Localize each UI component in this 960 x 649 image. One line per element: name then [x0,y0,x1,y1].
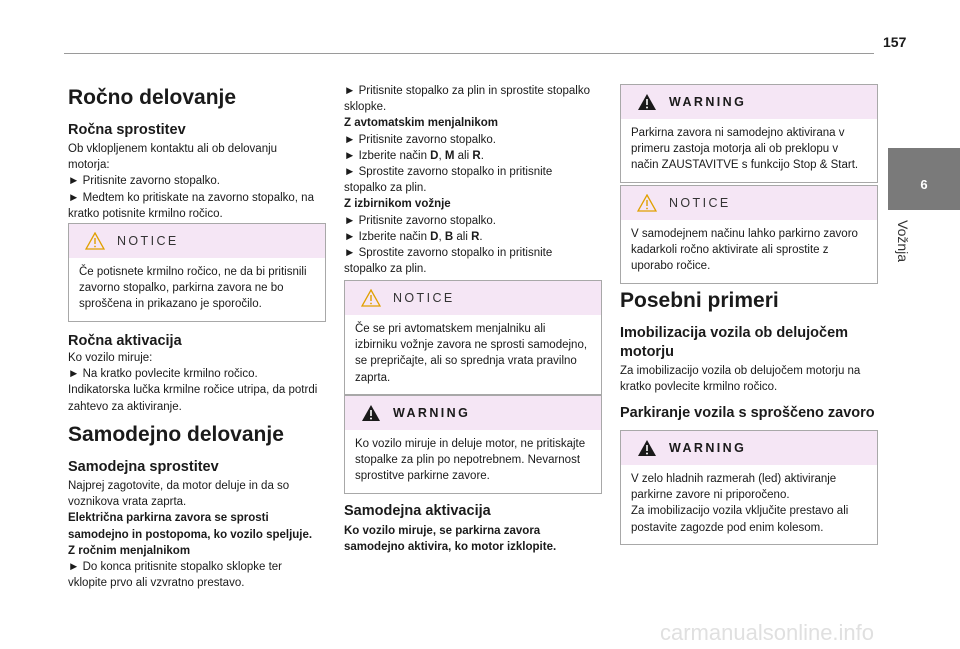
warning-triangle-icon [637,93,657,111]
warning-label: WARNING [669,95,747,109]
manual-release-text: Ob vklopljenem kontaktu ali ob delovanju motorja: ► Pritisnite zavorno stopalko. ► Medtem ko pritiskate na zavorno stopalko, na kratko potisnite krmilno ročico. [68,143,314,220]
section-heading-manual: Ročno delovanje [68,86,237,109]
caution-triangle-icon [637,194,657,212]
caution-triangle-icon [361,289,381,307]
warning-header [621,431,877,465]
watermark: carmanualsonline.info [660,620,875,645]
warning-label: WARNING [393,406,471,420]
subheading-manual-activation: Ročna aktivacija [68,333,182,349]
warning-text: V zelo hladnih razmerah (led) aktiviranje parkirne zavore ni priporočeno. Za imobilizacijo vozila vključite prestavo ali postavite zagozde pod enim kolesom. [631,473,849,534]
warning-box [620,430,878,545]
warning-header [345,396,601,430]
notice-header [621,186,877,220]
warning-box [620,84,878,183]
immobilization-text: Za imobilizacijo vozila ob delujočem motorju na kratko povlecite krmilno ročico. [620,365,861,394]
notice-box [68,223,326,322]
notice-box [344,280,602,395]
notice-label: NOTICE [117,234,179,248]
auto-release-text: Najprej zagotovite, da motor deluje in da so voznikova vrata zaprta. Električna parkirna zavora se sprosti samodejno in postopoma, ko vozilo speljuje. Z ročnim menjalnikom ► Do konca pritisnite stopalko sklopke ter vklopite prvo ali vzvratno prestavo. [68,480,313,590]
warning-triangle-icon [361,404,381,422]
page-number: 157 [883,34,907,50]
warning-header [621,85,877,119]
manual-activation-text: Ko vozilo miruje: ► Na kratko povlecite krmilno ročico. Indikatorska lučka krmilne ročice utripa, da potrdi zahtevo za aktiviranje. [68,352,318,413]
notice-box [620,185,878,284]
header-divider [64,53,874,54]
section-heading-automatic: Samodejno delovanje [68,423,284,446]
section-heading-special: Posebni primeri [620,289,779,312]
auto-activation-text: Ko vozilo miruje, se parkirna zavora samodejno aktivira, ko motor izklopite. [344,525,557,554]
column-2-text: ► Pritisnite stopalko za plin in sprostite stopalko sklopke. Z avtomatskim menjalnikom ► Pritisnite zavorno stopalko. ► Izberite način D, M ali R. ► Sprostite zavorno stopalko in pritisnite stopalko za plin. Z izbirnikom vožnje ► Pritisnite zavorno stopalko. ► Izberite način D, B ali R. ► Sprostite zavorno stopalko in pritisnite stopalko za plin. [344,85,590,276]
warning-triangle-icon [637,439,657,457]
subheading-immobilization: Imobilizacija vozila ob delujočem motorju [620,325,849,360]
warning-text: Parkirna zavora ni samodejno aktivirana v primeru zastoja motorja ali ob preklopu v način ZAUSTAVITVE s funkcijo Stop & Start. [631,127,859,172]
warning-box [344,395,602,494]
subheading-auto-activation: Samodejna aktivacija [344,503,491,519]
notice-text: V samodejnem načinu lahko parkirno zavoro kadarkoli ročno aktivirate ali sprostite z uporabo ročice. [631,228,858,273]
subheading-parking-released: Parkiranje vozila s sproščeno zavoro [620,405,875,421]
notice-header [69,224,325,258]
notice-text: Če se pri avtomatskem menjalniku ali izbirniku vožnje zavora ne sprosti samodejno, se prepričajte, ali so sprednja vrata pravilno zaprta. [355,323,588,384]
notice-text: Če potisnete krmilno ročico, ne da bi pritisnili zavorno stopalko, parkirna zavora ne bo sproščena in prikazano je sporočilo. [79,266,307,311]
warning-label: WARNING [669,441,747,455]
chapter-label-wrap [893,220,917,300]
chapter-label: Vožnja [895,220,911,263]
notice-label: NOTICE [669,196,731,210]
notice-header [345,281,601,315]
caution-triangle-icon [85,232,105,250]
chapter-tab[interactable]: 6 [888,148,960,210]
warning-text: Ko vozilo miruje in deluje motor, ne pritiskajte stopalke za plin po nepotrebnem. Nevarnost sprostitve parkirne zavore. [355,438,586,483]
subheading-auto-release: Samodejna sprostitev [68,459,219,475]
subheading-manual-release: Ročna sprostitev [68,122,186,138]
notice-label: NOTICE [393,291,455,305]
